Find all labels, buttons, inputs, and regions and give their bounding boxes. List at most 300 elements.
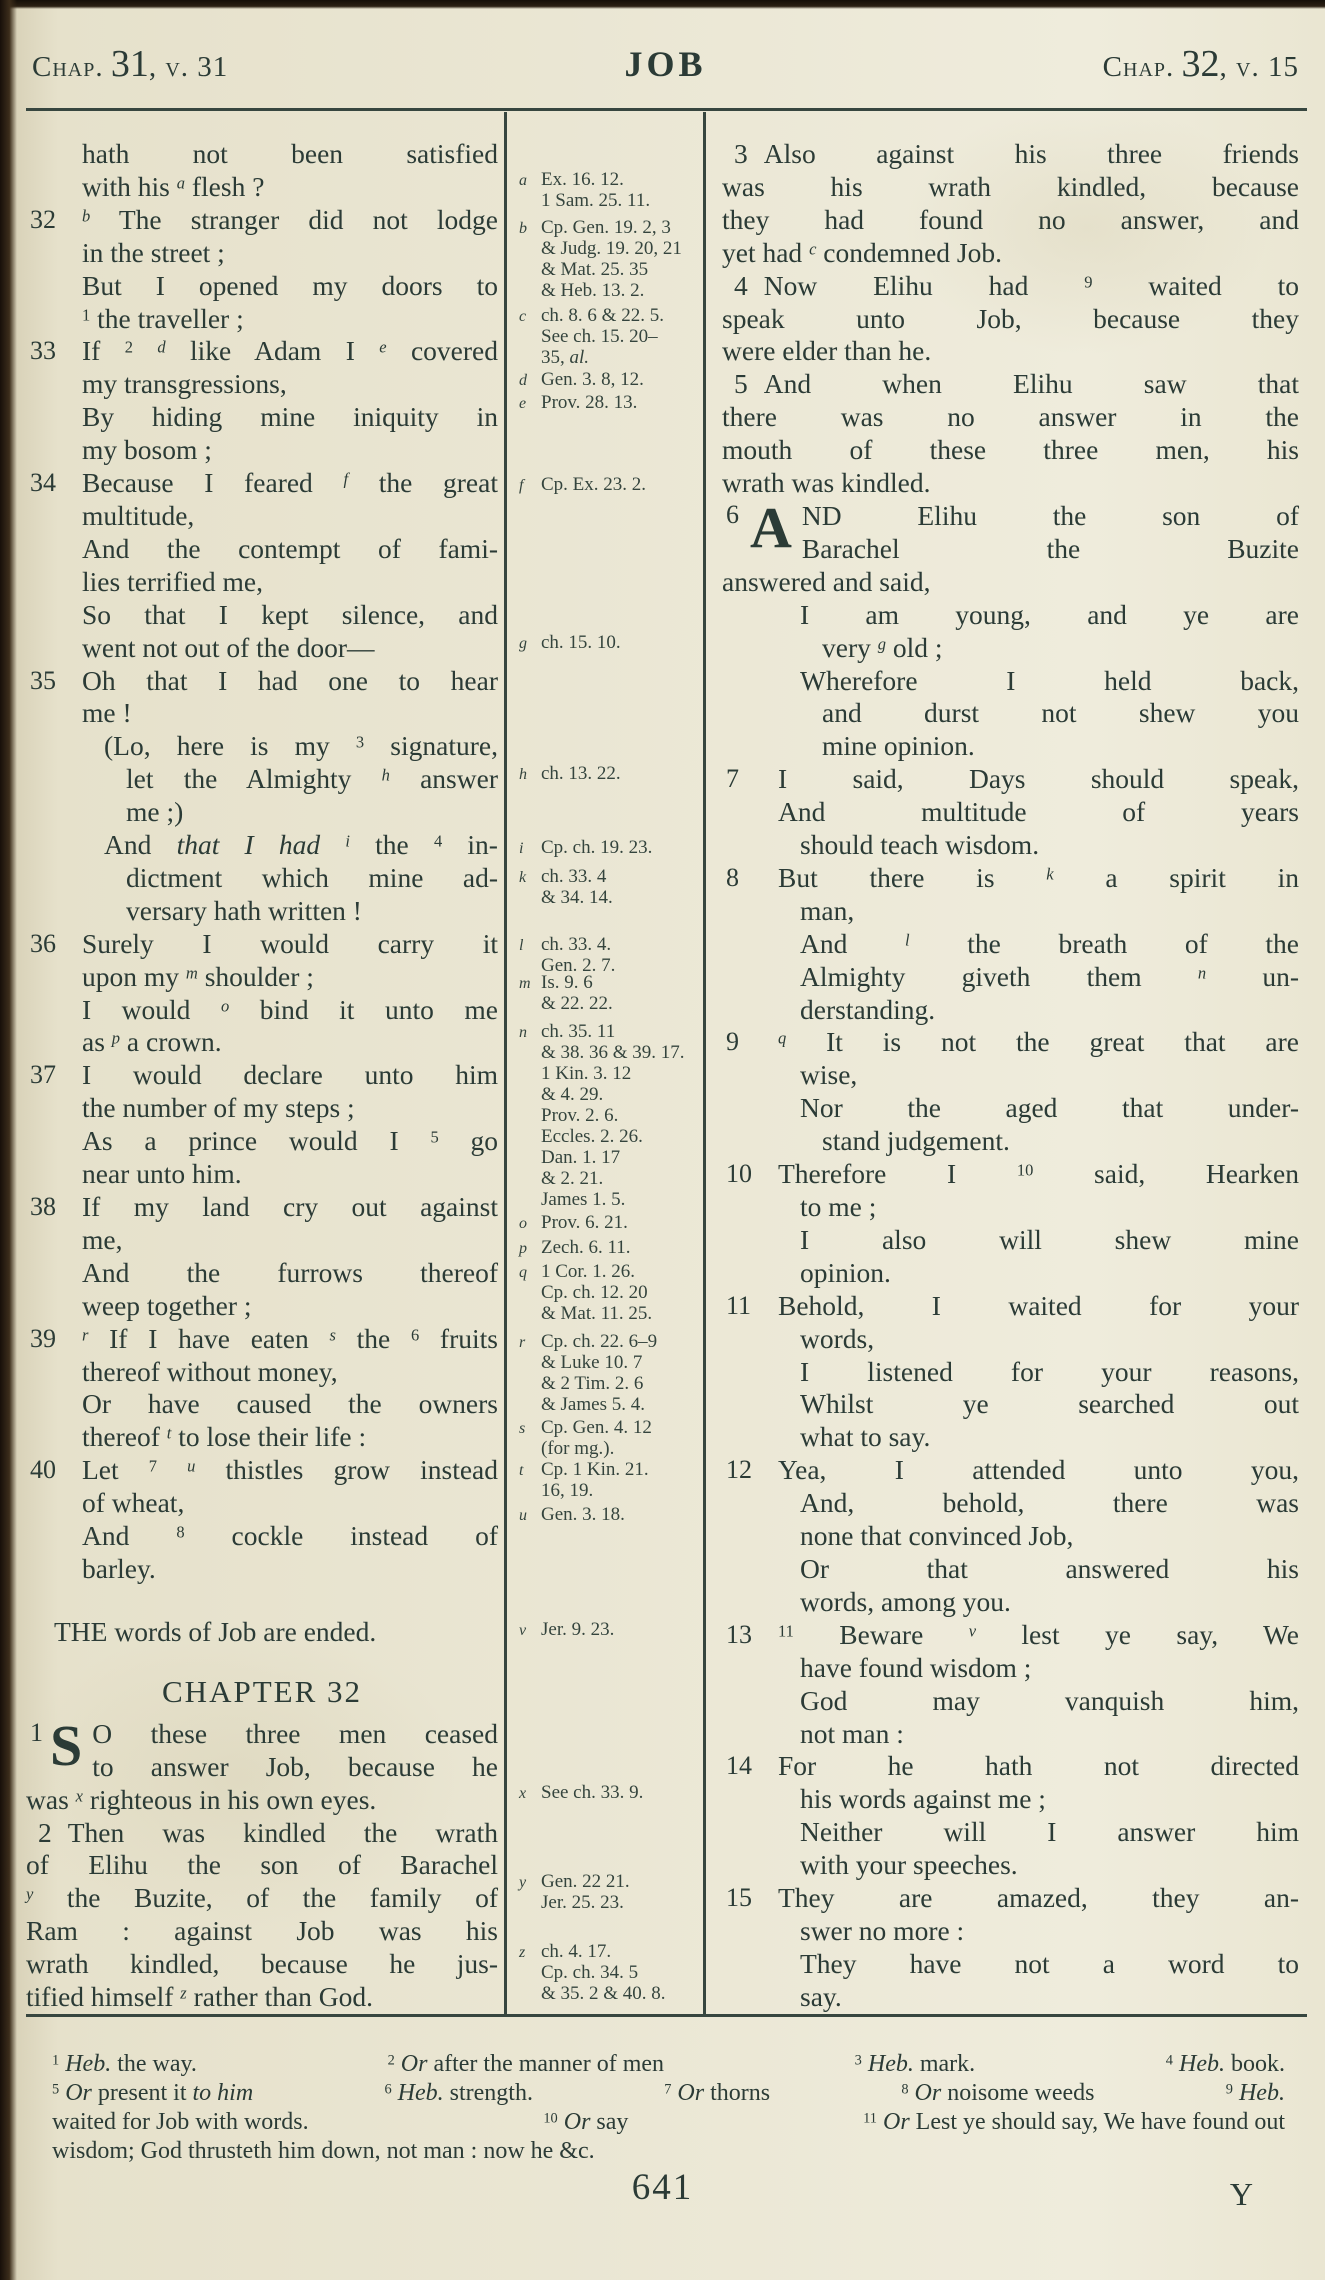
footnote-segment: $^2$ Or after the manner of men <box>387 2051 665 2077</box>
reference-letter: g <box>519 635 527 652</box>
verse-line: $^y$ the Buzite, of the family of <box>26 1882 498 1914</box>
running-head-right <box>1103 42 1299 86</box>
superscript-reference: 6 <box>384 2081 392 2098</box>
superscript-reference: i <box>345 831 350 851</box>
reference-letter: m <box>519 975 531 992</box>
verse-line <box>26 401 498 434</box>
verse-line-text: $^b$ The stranger did not lodge <box>82 203 498 235</box>
verse-line-text: Let $^7$ $^u$ thistles grow instead <box>82 1454 498 1486</box>
verse-line-text: versary hath written ! <box>126 894 362 926</box>
superscript-reference: y <box>26 1884 34 1904</box>
verse-line-text: none that convinced Job, <box>800 1520 1074 1552</box>
reference-line: & Mat. 11. 25. <box>541 1303 653 1324</box>
superscript-reference: 7 <box>148 1456 157 1476</box>
verse-line-text: Almighty giveth them $^n$ un- <box>800 960 1299 992</box>
verse-line <box>26 1356 498 1389</box>
cross-reference <box>519 369 699 390</box>
verse-line-text: And $^8$ cockle instead of <box>82 1520 498 1552</box>
superscript-reference: 4 <box>1165 2052 1173 2069</box>
reference-line: Dan. 1. 17 <box>541 1147 621 1168</box>
page-number: 641 <box>631 2167 694 2208</box>
verse-line <box>26 829 498 862</box>
verse-line <box>722 1882 1299 1915</box>
reference-line: Gen. 3. 18. <box>541 1504 625 1525</box>
verse-line-text: upon my $^m$ shoulder ; <box>82 960 314 992</box>
reference-line: Eccles. 2. 26. <box>541 1126 643 1147</box>
verse-line <box>26 1553 498 1586</box>
cross-reference <box>519 866 699 908</box>
verse-line-text: words, among you. <box>800 1585 1011 1617</box>
verse-line: answered and said, <box>722 565 931 597</box>
book-title: JOB <box>624 44 707 84</box>
footnote-line <box>52 2079 1285 2108</box>
footnote-line <box>52 2137 1285 2166</box>
reference-line: Gen. 2. 7. <box>541 955 616 976</box>
reference-line: Jer. 9. 23. <box>541 1619 615 1640</box>
verse-line-text: me ! <box>82 697 132 729</box>
superscript-reference: 8 <box>176 1522 185 1542</box>
verse-line: was $^x$ righteous in his own eyes. <box>26 1783 377 1815</box>
superscript-reference: 9 <box>1225 2081 1233 2098</box>
verse-line: ND Elihu the son of <box>801 499 1299 531</box>
superscript-reference: v <box>968 1621 977 1641</box>
verse-line <box>722 1718 1299 1751</box>
reference-line: & Judg. 19. 20, 21 <box>541 238 682 259</box>
verse-number: 15 <box>726 1883 752 1913</box>
verse-line <box>722 796 1299 829</box>
cross-reference <box>519 1331 699 1415</box>
superscript-reference: h <box>381 765 390 785</box>
verse-line-text: By hiding mine iniquity in <box>82 401 498 433</box>
verse-line-text: multitude, <box>82 499 195 531</box>
superscript-reference: 3 <box>854 2052 862 2069</box>
verse-line <box>722 730 1299 763</box>
verse-line <box>26 994 498 1027</box>
cross-reference <box>519 934 699 976</box>
superscript-reference: 9 <box>1084 272 1093 292</box>
superscript-reference: q <box>778 1029 787 1049</box>
reference-line: & 34. 14. <box>541 887 613 908</box>
verse-line <box>722 1059 1299 1092</box>
superscript-reference: d <box>157 338 166 358</box>
reference-line: & Heb. 13. 2. <box>541 280 645 301</box>
reference-line: ch. 33. 4 <box>541 866 607 887</box>
verse-line-text: I also will shew mine <box>800 1223 1299 1255</box>
footnote-segment: $^9$ Heb. <box>1225 2080 1285 2106</box>
verse-line <box>26 1125 498 1158</box>
verse-line-text: Neither will I answer him <box>800 1816 1299 1848</box>
verse-line-text: $^q$ It is not the great that are <box>778 1026 1299 1058</box>
reference-letter: d <box>519 372 527 389</box>
running-head-left <box>32 42 228 86</box>
superscript-reference: m <box>185 963 198 983</box>
verse-number: 39 <box>30 1323 56 1353</box>
verse-line <box>26 665 498 698</box>
verse-line <box>722 1290 1299 1323</box>
superscript-reference: 10 <box>543 2110 558 2127</box>
verse-line: mouth of these three men, his <box>722 434 1299 466</box>
verse-line <box>722 1323 1299 1356</box>
reference-letter: l <box>519 937 524 954</box>
verse-line-text: And the furrows thereof <box>82 1256 498 1288</box>
superscript-reference: 8 <box>901 2081 909 2098</box>
reference-letter: v <box>519 1622 527 1639</box>
verse-number: 38 <box>30 1192 56 1221</box>
verse-line: were elder than he. <box>722 335 932 367</box>
cross-reference <box>519 217 699 301</box>
verse-line <box>26 1224 498 1257</box>
verse-line: tified himself $^z$ rather than God. <box>26 1981 374 2013</box>
reference-line: & Luke 10. 7 <box>541 1352 643 1373</box>
verse-line-text: Behold, I waited for your <box>778 1289 1299 1321</box>
verse-line <box>26 1454 498 1487</box>
cross-reference <box>519 169 699 211</box>
verse-line <box>722 1388 1299 1421</box>
verse-line <box>26 895 498 928</box>
verse-line-text: weep together ; <box>82 1289 252 1321</box>
reference-letter: t <box>519 1462 524 1479</box>
cross-reference <box>519 1504 699 1525</box>
cross-reference <box>519 1212 699 1233</box>
cross-reference <box>519 1261 699 1324</box>
reference-letter: f <box>519 477 524 494</box>
verse-line-text: $^{11}$ Beware $^v$ lest ye say, We <box>778 1618 1299 1650</box>
verse-line <box>722 138 1299 171</box>
superscript-reference: c <box>809 239 817 259</box>
verse-line <box>26 335 498 368</box>
verse-line <box>722 1224 1299 1257</box>
verse-line-text: to me ; <box>800 1191 877 1222</box>
verse-line <box>722 1849 1299 1882</box>
reference-line: Gen. 22 21. <box>541 1871 630 1892</box>
verse-line <box>722 928 1299 961</box>
verse-line-text: They have not a word to <box>800 1947 1299 1979</box>
footnote-segment: $^1$ Heb. the way. <box>52 2051 197 2077</box>
reference-letter: h <box>519 766 527 783</box>
verse-line-text: lies terrified me, <box>82 565 263 597</box>
cross-reference <box>519 1871 699 1913</box>
verse-line-text: $^1$ the traveller ; <box>82 302 244 334</box>
reference-line: ch. 4. 17. <box>541 1941 612 1962</box>
chapter-label-left: Chap. <box>32 51 104 83</box>
superscript-reference: n <box>1197 963 1207 983</box>
superscript-reference: e <box>379 338 387 358</box>
verse-line <box>26 862 498 895</box>
verse-line-text: Surely I would carry it <box>82 927 498 959</box>
verse-line-text: near unto him. <box>82 1158 242 1190</box>
verse-line <box>722 1454 1299 1487</box>
superscript-reference: x <box>75 1786 83 1806</box>
superscript-reference: 11 <box>863 2110 877 2127</box>
verse-number: 1 <box>30 1717 43 1747</box>
verse-line: they had found no answer, and <box>722 203 1299 235</box>
verse-line <box>26 1388 498 1421</box>
verse-line-text: Oh that I had one to hear <box>82 664 498 696</box>
verse-line-text: stand judgement. <box>822 1125 1010 1157</box>
reference-letter: p <box>519 1240 527 1257</box>
verse-line-text: my transgressions, <box>82 368 287 400</box>
verse-line: O these three men ceased <box>92 1717 498 1749</box>
verse-line <box>722 632 1299 665</box>
verse-line: there was no answer in the <box>722 401 1299 433</box>
cross-reference <box>519 1782 699 1803</box>
verse-line <box>26 763 498 796</box>
reference-line: & 4. 29. <box>541 1084 604 1105</box>
reference-line: ch. 33. 4. <box>541 934 612 955</box>
reference-line: & 35. 2 & 40. 8. <box>541 1983 666 2004</box>
footnote-line <box>52 2050 1285 2079</box>
verse-line <box>722 1652 1299 1685</box>
verse-line <box>26 928 498 961</box>
verse-line <box>26 1290 498 1323</box>
verse-line-text: And when Elihu saw that <box>763 368 1299 400</box>
verse-line-text: As a prince would I $^5$ go <box>82 1125 498 1157</box>
verse-number: 14 <box>726 1751 752 1781</box>
reference-letter: q <box>519 1264 527 1281</box>
reference-line: See ch. 15. 20– <box>541 326 658 347</box>
reference-line: See ch. 33. 9. <box>541 1782 644 1803</box>
verse-line <box>722 1750 1299 1783</box>
verse-line <box>722 763 1299 796</box>
verse-line-text: And multitude of years <box>778 796 1299 828</box>
superscript-reference: l <box>905 930 910 950</box>
chapter-label-right: Chap. <box>1102 51 1175 83</box>
verse-line <box>722 1158 1299 1191</box>
signature-mark: Y <box>1229 2176 1253 2212</box>
verse-line-text: very $^g$ old ; <box>822 631 943 663</box>
verse-line-text: hath not been satisfied <box>82 138 498 169</box>
reference-line: Prov. 2. 6. <box>541 1105 619 1126</box>
verse-line-text: barley. <box>82 1552 156 1584</box>
verse-line: Ram : against Job was his <box>26 1915 498 1947</box>
reference-letter: e <box>519 395 527 412</box>
running-head <box>32 42 1299 86</box>
verse-number: 12 <box>726 1455 752 1485</box>
verse-line <box>722 1816 1299 1849</box>
cross-reference <box>519 763 699 784</box>
verse-line <box>26 434 498 467</box>
verse-line <box>26 237 498 270</box>
verse-number: 6 <box>726 499 739 529</box>
footnote-segment: $^5$ Or present it to him <box>52 2080 254 2106</box>
reference-line: 1 Cor. 1. 26. <box>541 1261 635 1282</box>
verse-line-text: what to say. <box>800 1421 931 1453</box>
verse-line <box>722 1981 1299 2014</box>
superscript-reference: z <box>180 1983 187 2003</box>
verse-line <box>26 368 498 401</box>
verse-line-text: thereof $^t$ to lose their life : <box>82 1421 367 1453</box>
superscript-reference: f <box>343 469 349 489</box>
verse-line-text: opinion. <box>800 1256 891 1288</box>
verse-line <box>26 1026 498 1059</box>
verse-line-text: I listened for your reasons, <box>800 1355 1299 1387</box>
verse-line: yet had $^c$ condemned Job. <box>722 236 1002 268</box>
reference-line: Zech. 6. 11. <box>541 1237 631 1258</box>
verse-line-text: And, behold, there was <box>800 1487 1299 1519</box>
verse-line-text: the number of my steps ; <box>82 1092 355 1124</box>
verse-number: 35 <box>30 665 56 695</box>
verse-line-text: And $^l$ the breath of the <box>800 927 1299 959</box>
verse-line-text: For he hath not directed <box>778 1750 1299 1782</box>
verse-line <box>722 1092 1299 1125</box>
superscript-reference: r <box>82 1325 89 1345</box>
verse-line: of Elihu the son of Barachel <box>26 1849 498 1881</box>
verse-line <box>26 500 498 533</box>
verse-line-text: say. <box>800 1980 842 2012</box>
verse-line-text: I am young, and ye are <box>800 598 1299 630</box>
reference-line: Cp. ch. 19. 23. <box>541 837 653 858</box>
verse-line-text: Now Elihu had $^9$ waited to <box>763 269 1299 301</box>
verse-line <box>26 1421 498 1454</box>
reference-line: & Mat. 25. 35 <box>541 259 649 280</box>
footnote-segment: $^{10}$ Or say <box>543 2109 629 2135</box>
verse-line-text: not man : <box>800 1717 904 1749</box>
verse-line-text: So that I kept silence, and <box>82 598 498 630</box>
reference-line: Cp. ch. 34. 5 <box>541 1962 639 1983</box>
verse-line-text: of wheat, <box>82 1487 185 1519</box>
verse-line-text: mine opinion. <box>822 730 975 762</box>
verse-line <box>722 1685 1299 1718</box>
verse-line-text: me ;) <box>126 796 184 828</box>
verse-line-text: Also against his three friends <box>763 138 1299 169</box>
cross-reference <box>519 1941 699 2004</box>
superscript-reference: 7 <box>664 2081 672 2098</box>
verse-line-text: God may vanquish him, <box>800 1684 1299 1716</box>
verse-line-text: (Lo, here is my $^3$ signature, <box>104 730 498 762</box>
superscript-reference: k <box>1046 864 1054 884</box>
verse-line: to answer Job, because he <box>92 1750 498 1782</box>
verse-line-text: thereof without money, <box>82 1355 338 1387</box>
verse-line-text: in the street ; <box>82 236 225 268</box>
footnote-segment: $^7$ Or thorns <box>664 2080 771 2106</box>
reference-line: Cp. 1 Kin. 21. <box>541 1459 649 1480</box>
verse-line <box>722 1421 1299 1454</box>
reference-line: Prov. 6. 21. <box>541 1212 628 1233</box>
column-left-text <box>26 112 507 2014</box>
verse-line-text: Whilst ye searched out <box>800 1388 1299 1420</box>
verse-line-text: Yea, I attended unto you, <box>778 1454 1299 1486</box>
verse-number: 32 <box>30 204 56 234</box>
reference-line: ch. 15. 10. <box>541 632 621 653</box>
reference-letter: x <box>519 1785 527 1802</box>
drop-cap: S <box>50 1712 83 1778</box>
reference-letter: b <box>519 220 527 237</box>
footnote-line <box>52 2108 1285 2137</box>
verse-line <box>722 1586 1299 1619</box>
reference-letter: u <box>519 1507 527 1524</box>
verse-line <box>722 829 1299 862</box>
verse-number: 7 <box>726 764 739 794</box>
reference-line: 1 Kin. 3. 12 <box>541 1063 632 1084</box>
verse-line <box>26 1158 498 1191</box>
verse-line-text: derstanding. <box>800 993 936 1025</box>
verse-line <box>722 895 1299 928</box>
verse-line <box>722 697 1299 730</box>
superscript-reference: 1 <box>82 305 91 325</box>
chapter-number-right: 32 <box>1181 43 1220 85</box>
superscript-reference: 4 <box>433 831 443 851</box>
verse-number: 33 <box>30 336 56 366</box>
verse-number: 37 <box>30 1060 56 1090</box>
reference-line: & James 5. 4. <box>541 1394 645 1415</box>
reference-line: Jer. 25. 23. <box>541 1892 624 1913</box>
verse-block <box>26 1712 498 1817</box>
verse-line <box>722 270 1299 303</box>
superscript-reference: 10 <box>1016 1160 1034 1180</box>
reference-line: & 2 Tim. 2. 6 <box>541 1373 644 1394</box>
reference-line: 16, 19. <box>541 1480 594 1501</box>
superscript-reference: 11 <box>778 1621 794 1641</box>
column-right-text <box>706 112 1307 2014</box>
verse-line-text: If my land cry out against <box>82 1191 498 1222</box>
reference-letter: s <box>519 1420 526 1437</box>
verse-line <box>722 1356 1299 1389</box>
verse-line-text: I said, Days should speak, <box>778 763 1299 795</box>
verse-line <box>722 1257 1299 1290</box>
verse-line <box>722 599 1299 632</box>
reference-line: Is. 9. 6 <box>541 972 593 993</box>
verse-line-text: Or that answered his <box>800 1552 1299 1584</box>
cross-reference <box>519 837 699 858</box>
superscript-reference: o <box>220 996 230 1016</box>
column-cross-references <box>507 112 706 2014</box>
verse-line <box>722 665 1299 698</box>
verse-line-text: man, <box>800 894 855 926</box>
verse-line <box>26 1092 498 1125</box>
reference-line: Prov. 28. 13. <box>541 392 638 413</box>
footnotes <box>52 2050 1285 2166</box>
verse-line-text: his words against me ; <box>800 1783 1046 1815</box>
page-edge-top <box>0 0 1325 9</box>
superscript-reference: 1 <box>52 2052 60 2069</box>
reference-letter: n <box>519 1024 527 1041</box>
verse-line <box>26 566 498 599</box>
verse-line <box>722 994 1299 1027</box>
reference-line: Cp. ch. 22. 6–9 <box>541 1331 658 1352</box>
superscript-reference: a <box>176 173 185 193</box>
superscript-reference: 6 <box>410 1325 420 1345</box>
verse-line <box>26 632 498 665</box>
verse-line-text: But I opened my doors to <box>82 269 498 301</box>
reference-line: ch. 8. 6 & 22. 5. <box>541 305 664 326</box>
chapter-number-left: 31 <box>110 43 149 85</box>
reference-line: & 38. 36 & 39. 17. <box>541 1042 685 1063</box>
reference-letter: i <box>519 840 524 857</box>
superscript-reference: u <box>187 1456 196 1476</box>
verse-line <box>722 368 1299 401</box>
reference-line: Cp. ch. 12. 20 <box>541 1282 648 1303</box>
verse-line-text: have found wisdom ; <box>800 1651 1032 1683</box>
superscript-reference: s <box>329 1325 336 1345</box>
verse-line <box>26 697 498 730</box>
verse-line <box>722 1783 1299 1816</box>
cross-reference <box>519 1021 699 1210</box>
cross-reference <box>519 392 699 413</box>
reference-line: Gen. 3. 8, 12. <box>541 369 644 390</box>
verse-line-text: swer no more : <box>800 1914 965 1946</box>
footnote-segment: waited for Job with words. <box>52 2109 309 2135</box>
footnote-segment: $^3$ Heb. mark. <box>854 2051 976 2077</box>
cross-reference <box>519 1417 699 1459</box>
verse-line-text: as $^p$ a crown. <box>82 1026 222 1058</box>
superscript-reference: 2 <box>124 338 133 358</box>
verse-number: 8 <box>726 862 739 892</box>
verse-line: wrath kindled, because he jus- <box>26 1948 498 1980</box>
verse-line <box>722 1487 1299 1520</box>
chapter-heading: CHAPTER 32 <box>162 1673 362 1709</box>
verse-line <box>26 1257 498 1290</box>
header-rule <box>26 108 1307 111</box>
